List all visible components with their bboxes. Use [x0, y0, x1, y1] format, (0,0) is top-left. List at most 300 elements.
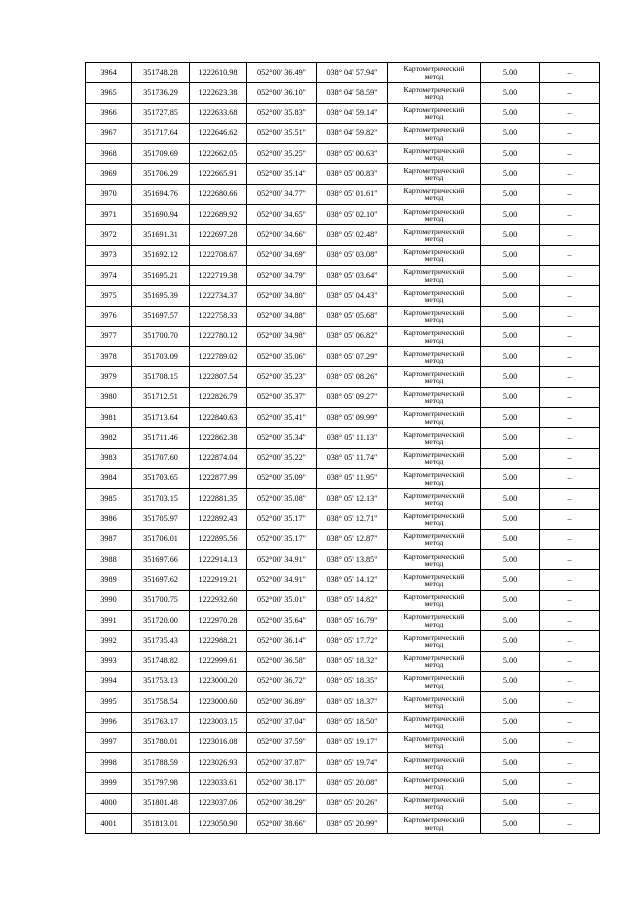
x-coordinate-cell: 351797.98	[132, 773, 190, 793]
y-coordinate-cell: 1222719.38	[190, 265, 247, 285]
method-label-line2: метод	[424, 152, 444, 162]
table-row	[86, 448, 600, 468]
x-coordinate-cell: 351695.39	[132, 286, 190, 306]
method-label-line2: метод	[424, 213, 444, 223]
y-coordinate-cell: 1222734.37	[190, 286, 247, 306]
method-cell	[388, 326, 481, 346]
latitude-cell: 052°00' 35.64"	[247, 611, 317, 631]
method-cell	[388, 813, 481, 833]
x-coordinate-cell: 351706.01	[132, 529, 190, 549]
method-label-line2: метод	[424, 822, 444, 832]
x-coordinate-cell: 351692.12	[132, 245, 190, 265]
method-cell	[388, 692, 481, 712]
longitude-cell: 038° 05' 18.35"	[317, 671, 388, 691]
method-label-line2: метод	[424, 112, 444, 122]
table-row	[86, 225, 600, 245]
longitude-cell: 038° 05' 07.29"	[317, 347, 388, 367]
x-coordinate-cell: 351717.64	[132, 123, 190, 143]
method-label-line2: метод	[424, 538, 444, 548]
y-coordinate-cell: 1222826.79	[190, 387, 247, 407]
longitude-cell: 038° 05' 12.87"	[317, 529, 388, 549]
method-label-line1: Картометрический	[403, 226, 465, 236]
accuracy-cell: 5.00	[481, 753, 540, 773]
method-cell	[388, 651, 481, 671]
method-label-line1: Картометрический	[403, 389, 465, 399]
method-label-line2: метод	[424, 416, 444, 426]
accuracy-cell: 5.00	[481, 123, 540, 143]
note-cell: –	[540, 367, 600, 387]
method-label-line1: Картометрический	[403, 653, 465, 663]
method-cell	[388, 387, 481, 407]
method-label-line1: Картометрический	[403, 348, 465, 358]
accuracy-cell: 5.00	[481, 773, 540, 793]
x-coordinate-cell: 351703.15	[132, 489, 190, 509]
note-cell: –	[540, 651, 600, 671]
accuracy-cell: 5.00	[481, 144, 540, 164]
latitude-cell: 052°00' 35.37"	[247, 387, 317, 407]
y-coordinate-cell: 1223000.60	[190, 692, 247, 712]
note-cell: –	[540, 468, 600, 488]
note-cell: –	[540, 631, 600, 651]
table-row	[86, 265, 600, 285]
x-coordinate-cell: 351736.29	[132, 83, 190, 103]
method-cell	[388, 570, 481, 590]
table-row	[86, 692, 600, 712]
accuracy-cell: 5.00	[481, 570, 540, 590]
point-number-cell: 3977	[86, 326, 132, 346]
point-number-cell: 3973	[86, 245, 132, 265]
y-coordinate-cell: 1222689.92	[190, 205, 247, 225]
method-cell	[388, 732, 481, 752]
y-coordinate-cell: 1223050.90	[190, 813, 247, 833]
note-cell: –	[540, 225, 600, 245]
method-cell	[388, 428, 481, 448]
method-label-line2: метод	[424, 234, 444, 244]
table-row	[86, 651, 600, 671]
table-row	[86, 184, 600, 204]
accuracy-cell: 5.00	[481, 631, 540, 651]
method-label-line1: Картометрический	[403, 308, 465, 317]
method-cell	[388, 245, 481, 265]
table-row	[86, 205, 600, 225]
x-coordinate-cell: 351711.46	[132, 428, 190, 448]
note-cell: –	[540, 773, 600, 793]
method-label-line1: Картометрический	[403, 774, 465, 784]
y-coordinate-cell: 1223037.06	[190, 793, 247, 813]
note-cell: –	[540, 265, 600, 285]
longitude-cell: 038° 05' 06.82"	[317, 326, 388, 346]
note-cell: –	[540, 611, 600, 631]
note-cell: –	[540, 245, 600, 265]
note-cell: –	[540, 164, 600, 184]
accuracy-cell: 5.00	[481, 590, 540, 610]
note-cell: –	[540, 732, 600, 752]
note-cell: –	[540, 590, 600, 610]
method-label-line1: Картометрический	[403, 551, 465, 561]
accuracy-cell: 5.00	[481, 813, 540, 833]
method-cell	[388, 367, 481, 387]
accuracy-cell: 5.00	[481, 489, 540, 509]
method-cell	[388, 611, 481, 631]
accuracy-cell: 5.00	[481, 103, 540, 123]
method-cell	[388, 529, 481, 549]
y-coordinate-cell: 1222895.56	[190, 529, 247, 549]
y-coordinate-cell: 1222932.60	[190, 590, 247, 610]
method-label-line2: метод	[424, 376, 444, 386]
point-number-cell: 3968	[86, 144, 132, 164]
method-cell	[388, 347, 481, 367]
accuracy-cell: 5.00	[481, 529, 540, 549]
point-number-cell: 3995	[86, 692, 132, 712]
note-cell: –	[540, 692, 600, 712]
y-coordinate-cell: 1222988.21	[190, 631, 247, 651]
point-number-cell: 4001	[86, 813, 132, 833]
accuracy-cell: 5.00	[481, 387, 540, 407]
note-cell: –	[540, 550, 600, 570]
longitude-cell: 038° 05' 00.83"	[317, 164, 388, 184]
y-coordinate-cell: 1222758.33	[190, 306, 247, 326]
accuracy-cell: 5.00	[481, 265, 540, 285]
y-coordinate-cell: 1222789.02	[190, 347, 247, 367]
latitude-cell: 052°00' 34.66"	[247, 225, 317, 245]
longitude-cell: 038° 05' 20.26"	[317, 793, 388, 813]
table-row	[86, 793, 600, 813]
note-cell: –	[540, 205, 600, 225]
method-label-line2: метод	[424, 802, 444, 812]
x-coordinate-cell: 351691.31	[132, 225, 190, 245]
point-number-cell: 3966	[86, 103, 132, 123]
point-number-cell: 3969	[86, 164, 132, 184]
note-cell: –	[540, 63, 600, 83]
accuracy-cell: 5.00	[481, 245, 540, 265]
y-coordinate-cell: 1223003.15	[190, 712, 247, 732]
accuracy-cell: 5.00	[481, 408, 540, 428]
method-label-line2: метод	[424, 315, 444, 325]
point-number-cell: 3985	[86, 489, 132, 509]
longitude-cell: 038° 05' 11.95"	[317, 468, 388, 488]
method-label-line2: метод	[424, 457, 444, 467]
note-cell: –	[540, 286, 600, 306]
method-label-line2: метод	[424, 599, 444, 609]
y-coordinate-cell: 1222970.28	[190, 611, 247, 631]
point-number-cell: 3989	[86, 570, 132, 590]
longitude-cell: 038° 05' 03.08"	[317, 245, 388, 265]
point-number-cell: 3976	[86, 306, 132, 326]
method-cell	[388, 489, 481, 509]
longitude-cell: 038° 05' 00.63"	[317, 144, 388, 164]
accuracy-cell: 5.00	[481, 712, 540, 732]
x-coordinate-cell: 351788.59	[132, 753, 190, 773]
point-number-cell: 3964	[86, 63, 132, 83]
longitude-cell: 038° 05' 18.32"	[317, 651, 388, 671]
longitude-cell: 038° 05' 20.08"	[317, 773, 388, 793]
accuracy-cell: 5.00	[481, 184, 540, 204]
latitude-cell: 052°00' 36.49"	[247, 63, 317, 83]
method-cell	[388, 286, 481, 306]
note-cell: –	[540, 712, 600, 732]
method-label-line1: Картометрический	[403, 734, 465, 744]
x-coordinate-cell: 351763.17	[132, 712, 190, 732]
longitude-cell: 038° 05' 12.13"	[317, 489, 388, 509]
method-cell	[388, 753, 481, 773]
y-coordinate-cell: 1222708.67	[190, 245, 247, 265]
table-row	[86, 367, 600, 387]
y-coordinate-cell: 1222840.63	[190, 408, 247, 428]
longitude-cell: 038° 05' 13.85"	[317, 550, 388, 570]
table-row	[86, 164, 600, 184]
method-cell	[388, 123, 481, 143]
table-row	[86, 631, 600, 651]
table-row	[86, 408, 600, 428]
method-label-line2: метод	[424, 396, 444, 406]
method-label-line2: метод	[424, 619, 444, 629]
method-cell	[388, 164, 481, 184]
x-coordinate-cell: 351703.65	[132, 468, 190, 488]
method-label-line1: Картометрический	[403, 470, 465, 480]
latitude-cell: 052°00' 35.08"	[247, 489, 317, 509]
accuracy-cell: 5.00	[481, 611, 540, 631]
coordinates-table	[85, 62, 600, 834]
table-row	[86, 63, 600, 83]
method-label-line2: метод	[424, 132, 444, 142]
method-label-line1: Картометрический	[403, 84, 465, 94]
x-coordinate-cell: 351697.66	[132, 550, 190, 570]
method-label-line2: метод	[424, 355, 444, 365]
x-coordinate-cell: 351801.48	[132, 793, 190, 813]
x-coordinate-cell: 351813.01	[132, 813, 190, 833]
method-label-line1: Картометрический	[403, 186, 465, 196]
method-label-line1: Картометрический	[403, 693, 465, 703]
x-coordinate-cell: 351695.21	[132, 265, 190, 285]
x-coordinate-cell: 351712.51	[132, 387, 190, 407]
accuracy-cell: 5.00	[481, 671, 540, 691]
note-cell: –	[540, 529, 600, 549]
y-coordinate-cell: 1222610.98	[190, 63, 247, 83]
y-coordinate-cell: 1222919.21	[190, 570, 247, 590]
latitude-cell: 052°00' 37.59"	[247, 732, 317, 752]
y-coordinate-cell: 1223026.93	[190, 753, 247, 773]
method-cell	[388, 773, 481, 793]
accuracy-cell: 5.00	[481, 83, 540, 103]
longitude-cell: 038° 05' 18.50"	[317, 712, 388, 732]
y-coordinate-cell: 1222877.99	[190, 468, 247, 488]
method-label-line1: Картометрический	[403, 510, 465, 520]
method-label-line1: Картометрический	[403, 247, 465, 257]
longitude-cell: 038° 04' 57.94"	[317, 63, 388, 83]
point-number-cell: 3992	[86, 631, 132, 651]
longitude-cell: 038° 04' 58.59"	[317, 83, 388, 103]
note-cell: –	[540, 813, 600, 833]
latitude-cell: 052°00' 34.79"	[247, 265, 317, 285]
latitude-cell: 052°00' 35.23"	[247, 367, 317, 387]
note-cell: –	[540, 428, 600, 448]
method-label-line2: метод	[424, 741, 444, 751]
x-coordinate-cell: 351713.64	[132, 408, 190, 428]
y-coordinate-cell: 1222881.35	[190, 489, 247, 509]
point-number-cell: 3986	[86, 509, 132, 529]
longitude-cell: 038° 04' 59.14"	[317, 103, 388, 123]
longitude-cell: 038° 05' 18.37"	[317, 692, 388, 712]
y-coordinate-cell: 1222892.43	[190, 509, 247, 529]
x-coordinate-cell: 351700.75	[132, 590, 190, 610]
accuracy-cell: 5.00	[481, 732, 540, 752]
note-cell: –	[540, 184, 600, 204]
latitude-cell: 052°00' 38.17"	[247, 773, 317, 793]
table-row	[86, 529, 600, 549]
method-label-line1: Картометрический	[403, 450, 465, 460]
x-coordinate-cell: 351697.62	[132, 570, 190, 590]
note-cell: –	[540, 570, 600, 590]
method-label-line1: Картометрический	[403, 328, 465, 338]
latitude-cell: 052°00' 38.66"	[247, 813, 317, 833]
accuracy-cell: 5.00	[481, 63, 540, 83]
latitude-cell: 052°00' 37.87"	[247, 753, 317, 773]
latitude-cell: 052°00' 35.09"	[247, 468, 317, 488]
point-number-cell: 3991	[86, 611, 132, 631]
table-row	[86, 712, 600, 732]
method-label-line1: Картометрический	[403, 673, 465, 683]
point-number-cell: 3988	[86, 550, 132, 570]
table-row	[86, 611, 600, 631]
method-label-line2: метод	[424, 335, 444, 345]
accuracy-cell: 5.00	[481, 550, 540, 570]
table-row	[86, 813, 600, 833]
point-number-cell: 3975	[86, 286, 132, 306]
point-number-cell: 3970	[86, 184, 132, 204]
accuracy-cell: 5.00	[481, 164, 540, 184]
point-number-cell: 3974	[86, 265, 132, 285]
note-cell: –	[540, 83, 600, 103]
point-number-cell: 3998	[86, 753, 132, 773]
method-cell	[388, 103, 481, 123]
latitude-cell: 052°00' 34.80"	[247, 286, 317, 306]
longitude-cell: 038° 05' 03.64"	[317, 265, 388, 285]
method-label-line1: Картометрический	[403, 815, 465, 825]
method-label-line1: Картометрический	[403, 429, 465, 439]
latitude-cell: 052°00' 35.06"	[247, 347, 317, 367]
longitude-cell: 038° 05' 02.10"	[317, 205, 388, 225]
method-label-line1: Картометрический	[403, 165, 465, 175]
method-cell	[388, 590, 481, 610]
x-coordinate-cell: 351697.57	[132, 306, 190, 326]
x-coordinate-cell: 351706.29	[132, 164, 190, 184]
note-cell: –	[540, 489, 600, 509]
accuracy-cell: 5.00	[481, 448, 540, 468]
method-label-line1: Картометрический	[403, 795, 465, 805]
point-number-cell: 3990	[86, 590, 132, 610]
accuracy-cell: 5.00	[481, 651, 540, 671]
method-label-line1: Картометрический	[403, 64, 465, 74]
x-coordinate-cell: 351690.94	[132, 205, 190, 225]
method-cell	[388, 448, 481, 468]
note-cell: –	[540, 306, 600, 326]
latitude-cell: 052°00' 35.14"	[247, 164, 317, 184]
latitude-cell: 052°00' 35.51"	[247, 123, 317, 143]
point-number-cell: 3967	[86, 123, 132, 143]
y-coordinate-cell: 1222780.12	[190, 326, 247, 346]
y-coordinate-cell: 1223016.08	[190, 732, 247, 752]
accuracy-cell: 5.00	[481, 793, 540, 813]
method-label-line2: метод	[424, 294, 444, 304]
latitude-cell: 052°00' 36.10"	[247, 83, 317, 103]
method-label-line2: метод	[424, 173, 444, 183]
longitude-cell: 038° 05' 04.43"	[317, 286, 388, 306]
longitude-cell: 038° 05' 20.99"	[317, 813, 388, 833]
x-coordinate-cell: 351748.28	[132, 63, 190, 83]
y-coordinate-cell: 1223033.61	[190, 773, 247, 793]
x-coordinate-cell: 351735.43	[132, 631, 190, 651]
method-label-line2: метод	[424, 680, 444, 690]
method-cell	[388, 468, 481, 488]
method-label-line2: метод	[424, 497, 444, 507]
longitude-cell: 038° 05' 09.27"	[317, 387, 388, 407]
method-label-line1: Картометрический	[403, 490, 465, 500]
method-label-line2: метод	[424, 558, 444, 568]
longitude-cell: 038° 05' 17.72"	[317, 631, 388, 651]
x-coordinate-cell: 351753.13	[132, 671, 190, 691]
longitude-cell: 038° 05' 05.68"	[317, 306, 388, 326]
y-coordinate-cell: 1222633.68	[190, 103, 247, 123]
table-row	[86, 570, 600, 590]
method-cell	[388, 408, 481, 428]
table-row	[86, 103, 600, 123]
method-label-line1: Картометрический	[403, 612, 465, 622]
method-label-line1: Картометрический	[403, 632, 465, 642]
latitude-cell: 052°00' 34.91"	[247, 570, 317, 590]
point-number-cell: 3993	[86, 651, 132, 671]
longitude-cell: 038° 05' 12.71"	[317, 509, 388, 529]
longitude-cell: 038° 05' 16.79"	[317, 611, 388, 631]
accuracy-cell: 5.00	[481, 367, 540, 387]
latitude-cell: 052°00' 36.58"	[247, 651, 317, 671]
method-label-line2: метод	[424, 721, 444, 731]
table-row	[86, 550, 600, 570]
latitude-cell: 052°00' 36.14"	[247, 631, 317, 651]
method-cell	[388, 712, 481, 732]
longitude-cell: 038° 05' 14.12"	[317, 570, 388, 590]
table-row	[86, 732, 600, 752]
method-label-line1: Картометрический	[403, 105, 465, 115]
x-coordinate-cell: 351748.82	[132, 651, 190, 671]
table-row	[86, 144, 600, 164]
latitude-cell: 052°00' 34.65"	[247, 205, 317, 225]
method-label-line1: Картометрический	[403, 754, 465, 764]
table-row	[86, 468, 600, 488]
latitude-cell: 052°00' 34.91"	[247, 550, 317, 570]
latitude-cell: 052°00' 35.41"	[247, 408, 317, 428]
longitude-cell: 038° 05' 19.74"	[317, 753, 388, 773]
latitude-cell: 052°00' 35.17"	[247, 529, 317, 549]
note-cell: –	[540, 347, 600, 367]
point-number-cell: 3997	[86, 732, 132, 752]
method-label-line2: метод	[424, 193, 444, 203]
method-label-line1: Картометрический	[403, 531, 465, 541]
latitude-cell: 052°00' 37.04"	[247, 712, 317, 732]
coordinates-table-body	[86, 63, 600, 834]
x-coordinate-cell: 351758.54	[132, 692, 190, 712]
latitude-cell: 052°00' 38.29"	[247, 793, 317, 813]
point-number-cell: 3983	[86, 448, 132, 468]
method-label-line2: метод	[424, 700, 444, 710]
x-coordinate-cell: 351707.60	[132, 448, 190, 468]
longitude-cell: 038° 05' 01.61"	[317, 184, 388, 204]
method-label-line2: метод	[424, 639, 444, 649]
method-cell	[388, 793, 481, 813]
y-coordinate-cell: 1222662.05	[190, 144, 247, 164]
method-label-line1: Картометрический	[403, 592, 465, 602]
longitude-cell: 038° 04' 59.82"	[317, 123, 388, 143]
method-label-line1: Картометрический	[403, 145, 465, 155]
